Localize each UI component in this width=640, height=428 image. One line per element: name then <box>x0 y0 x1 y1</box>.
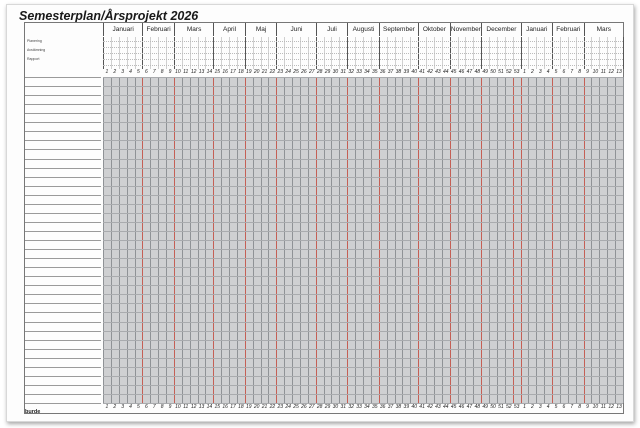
row-label-line <box>25 77 101 78</box>
grid-row-line <box>103 267 623 268</box>
week-number: 48 <box>474 69 481 75</box>
row-labels-column <box>25 77 101 403</box>
week-number: 45 <box>450 404 457 410</box>
row-label-line <box>25 240 101 241</box>
grid-row-line <box>103 294 623 295</box>
week-number: 35 <box>372 404 378 410</box>
week-number: 7 <box>570 404 574 410</box>
week-number: 1 <box>105 404 109 410</box>
week-number: 7 <box>152 69 156 75</box>
week-number: 51 <box>498 404 504 410</box>
week-number: 5 <box>554 69 558 75</box>
week-number: 9 <box>586 69 589 75</box>
week-number: 18 <box>238 69 244 75</box>
week-number: 4 <box>546 404 550 410</box>
week-number: 2 <box>113 69 117 75</box>
week-number: 8 <box>160 404 164 410</box>
row-label-line <box>25 340 101 341</box>
week-number: 20 <box>253 69 260 75</box>
grid-row-line <box>103 86 623 87</box>
week-number: 6 <box>562 69 566 75</box>
week-number: 8 <box>160 69 164 75</box>
week-number: 4 <box>546 69 550 75</box>
grid-row-line <box>103 195 623 196</box>
week-number: 17 <box>230 69 236 75</box>
week-number: 5 <box>554 404 558 410</box>
week-number: 27 <box>309 404 315 410</box>
mini-calendar-row <box>103 47 623 48</box>
week-number: 26 <box>301 69 307 75</box>
week-number: 13 <box>198 404 205 410</box>
row-label-line <box>25 349 101 350</box>
week-number: 41 <box>419 69 425 75</box>
week-number: 20 <box>253 404 260 410</box>
row-label-line <box>25 195 101 196</box>
row-label-line <box>25 159 101 160</box>
week-number: 1 <box>105 69 109 75</box>
side-label-rapport: Rapport <box>27 57 40 61</box>
mini-calendar-row <box>103 59 623 60</box>
grid-row-line <box>103 113 623 114</box>
week-number: 4 <box>129 69 132 75</box>
week-number: 11 <box>600 69 606 75</box>
week-number: 6 <box>144 404 148 410</box>
week-number: 5 <box>137 404 140 410</box>
grid-row-line <box>103 376 623 377</box>
grid-row-line <box>103 340 623 341</box>
week-number: 13 <box>198 69 205 75</box>
week-number: 27 <box>309 69 315 75</box>
grid-row-line <box>103 77 623 78</box>
week-number: 38 <box>395 404 402 410</box>
week-number: 35 <box>372 69 378 75</box>
week-number: 21 <box>261 404 268 410</box>
grid-row-line <box>103 222 623 223</box>
week-number: 40 <box>411 69 417 75</box>
week-number: 52 <box>505 404 512 410</box>
week-numbers-top <box>103 69 623 77</box>
month-label: Februari <box>552 23 584 36</box>
grid-row-line <box>103 322 623 323</box>
row-label-line <box>25 131 101 132</box>
week-number: 26 <box>301 404 307 410</box>
week-number: 17 <box>230 404 236 410</box>
week-number: 13 <box>616 69 622 75</box>
week-number: 19 <box>245 69 252 75</box>
week-number: 50 <box>490 404 496 410</box>
row-label-line <box>25 149 101 150</box>
row-label-line <box>25 113 101 114</box>
grid-row-line <box>103 159 623 160</box>
week-number: 16 <box>222 404 228 410</box>
week-number: 14 <box>206 404 213 410</box>
month-label: Mars <box>584 23 623 36</box>
week-number: 7 <box>152 404 156 410</box>
week-number: 3 <box>121 404 125 410</box>
week-number: 4 <box>129 404 132 410</box>
week-number: 11 <box>600 404 606 410</box>
row-label-line <box>25 312 101 313</box>
week-number: 37 <box>387 69 394 75</box>
week-number: 16 <box>222 69 228 75</box>
grid-row-line <box>103 131 623 132</box>
row-label-line <box>25 168 101 169</box>
week-number: 24 <box>285 69 291 75</box>
row-label-line <box>25 204 101 205</box>
week-number: 23 <box>277 404 284 410</box>
row-label-line <box>25 385 101 386</box>
week-number: 29 <box>324 404 331 410</box>
week-number: 24 <box>285 404 291 410</box>
grid-row-line <box>103 312 623 313</box>
week-number: 5 <box>137 69 140 75</box>
grid-row-line <box>103 177 623 178</box>
week-number: 50 <box>490 69 496 75</box>
month-label: Juni <box>276 23 315 36</box>
week-number: 10 <box>175 69 181 75</box>
week-number: 18 <box>238 404 244 410</box>
week-number: 10 <box>175 404 181 410</box>
week-number: 9 <box>586 404 589 410</box>
week-number: 46 <box>458 404 465 410</box>
week-number: 45 <box>450 69 457 75</box>
week-number: 9 <box>168 69 172 75</box>
week-number: 8 <box>578 404 582 410</box>
month-label: Augusti <box>347 23 379 36</box>
week-number: 3 <box>538 404 542 410</box>
row-label-line <box>25 303 101 304</box>
grid-row-line <box>103 240 623 241</box>
week-number: 3 <box>121 69 125 75</box>
week-number: 14 <box>206 69 213 75</box>
month-label: April <box>213 23 245 36</box>
grid-row-line <box>103 285 623 286</box>
row-label-line <box>25 322 101 323</box>
month-label: November <box>450 23 482 36</box>
row-label-line <box>25 367 101 368</box>
brand-logo: burde <box>25 409 41 415</box>
side-label-planering: Planering <box>27 39 42 43</box>
week-number: 2 <box>531 69 534 75</box>
week-number: 31 <box>340 404 347 410</box>
week-number: 13 <box>616 404 622 410</box>
row-label-line <box>25 186 101 187</box>
week-number: 42 <box>427 69 433 75</box>
week-number: 36 <box>379 69 386 75</box>
row-label-line <box>25 376 101 377</box>
week-number: 12 <box>190 69 197 75</box>
week-number: 22 <box>269 69 276 75</box>
week-number: 28 <box>316 404 323 410</box>
week-numbers-bottom <box>103 404 623 412</box>
row-label-line <box>25 95 101 96</box>
week-number: 40 <box>411 404 417 410</box>
week-number: 7 <box>570 69 574 75</box>
week-number: 33 <box>356 69 362 75</box>
grid-row-line <box>103 104 623 105</box>
month-header <box>103 23 623 37</box>
week-number: 52 <box>505 69 512 75</box>
week-number: 3 <box>538 69 542 75</box>
month-label: Januari <box>103 23 142 36</box>
week-number: 44 <box>442 69 449 75</box>
row-label-line <box>25 285 101 286</box>
mini-calendar-divider <box>623 37 624 69</box>
week-number: 43 <box>435 404 441 410</box>
week-number: 15 <box>214 404 221 410</box>
mini-calendar-row <box>103 41 623 42</box>
grid-row-line <box>103 249 623 250</box>
planner-sheet <box>6 4 634 422</box>
week-number: 36 <box>379 404 386 410</box>
week-number: 10 <box>592 69 599 75</box>
mini-calendar-row <box>103 53 623 54</box>
row-label-line <box>25 222 101 223</box>
week-number: 30 <box>332 69 339 75</box>
row-label-line <box>25 122 101 123</box>
week-number: 31 <box>340 69 347 75</box>
grid-row-line <box>103 331 623 332</box>
grid-row-line <box>103 122 623 123</box>
week-number: 33 <box>356 404 362 410</box>
week-number: 2 <box>113 404 117 410</box>
grid-row-line <box>103 231 623 232</box>
row-label-line <box>25 140 101 141</box>
week-number: 25 <box>293 69 299 75</box>
row-label-line <box>25 294 101 295</box>
week-number: 23 <box>277 69 284 75</box>
grid-row-line <box>103 349 623 350</box>
week-number: 41 <box>419 404 425 410</box>
week-number: 44 <box>442 404 449 410</box>
week-number: 32 <box>348 69 354 75</box>
grid-row-line <box>103 258 623 259</box>
week-number: 47 <box>466 404 473 410</box>
week-number: 19 <box>245 404 252 410</box>
week-number: 28 <box>316 69 323 75</box>
week-number: 43 <box>435 69 441 75</box>
grid-row-line <box>103 95 623 96</box>
week-number: 39 <box>403 69 410 75</box>
week-number: 53 <box>513 404 520 410</box>
week-number: 29 <box>324 69 331 75</box>
week-number: 49 <box>482 404 488 410</box>
week-number: 32 <box>348 404 354 410</box>
week-number: 30 <box>332 404 339 410</box>
week-number: 9 <box>168 404 172 410</box>
week-number: 48 <box>474 404 481 410</box>
grid-row-line <box>103 385 623 386</box>
grid-row-line <box>103 140 623 141</box>
row-label-line <box>25 258 101 259</box>
month-label: September <box>379 23 418 36</box>
row-label-line <box>25 231 101 232</box>
grid-row-line <box>103 168 623 169</box>
week-number: 37 <box>387 404 394 410</box>
grid-row-line <box>103 276 623 277</box>
week-number: 34 <box>364 69 370 75</box>
row-label-line <box>25 213 101 214</box>
week-number: 38 <box>395 69 402 75</box>
week-number: 49 <box>482 69 488 75</box>
week-number: 6 <box>144 69 148 75</box>
week-number: 53 <box>513 69 520 75</box>
week-number: 51 <box>498 69 504 75</box>
row-label-line <box>25 86 101 87</box>
row-label-line <box>25 403 101 404</box>
planning-grid <box>103 77 623 403</box>
week-number: 22 <box>269 404 276 410</box>
week-number: 34 <box>364 404 370 410</box>
week-number: 8 <box>578 69 582 75</box>
week-number: 1 <box>523 69 526 75</box>
month-label: Januari <box>521 23 553 36</box>
week-number: 46 <box>458 69 465 75</box>
row-label-line <box>25 104 101 105</box>
row-label-line <box>25 267 101 268</box>
grid-week-line <box>623 77 624 403</box>
week-number: 1 <box>523 404 526 410</box>
month-label: Februari <box>142 23 174 36</box>
grid-row-line <box>103 204 623 205</box>
week-number: 10 <box>592 404 599 410</box>
side-label-avstamning: Avstämning <box>27 48 46 52</box>
grid-row-line <box>103 213 623 214</box>
week-number: 12 <box>608 404 614 410</box>
week-number: 15 <box>214 69 221 75</box>
grid-row-line <box>103 186 623 187</box>
row-label-line <box>25 276 101 277</box>
grid-row-line <box>103 367 623 368</box>
month-label: Oktober <box>418 23 450 36</box>
month-label: Mars <box>174 23 213 36</box>
planner-title: Semesterplan/Årsprojekt 2026 <box>19 9 199 23</box>
week-number: 12 <box>608 69 614 75</box>
mini-calendar <box>103 37 623 69</box>
week-number: 47 <box>466 69 473 75</box>
week-number: 21 <box>261 69 268 75</box>
month-label: Maj <box>245 23 277 36</box>
grid-row-line <box>103 303 623 304</box>
mini-calendar-row <box>103 65 623 66</box>
week-number: 2 <box>531 404 534 410</box>
row-label-line <box>25 249 101 250</box>
week-number: 11 <box>183 404 189 410</box>
week-number: 42 <box>427 404 433 410</box>
row-label-line <box>25 394 101 395</box>
week-number: 39 <box>403 404 410 410</box>
side-label-block <box>25 37 101 67</box>
week-number: 6 <box>562 404 566 410</box>
grid-row-line <box>103 394 623 395</box>
row-label-line <box>25 331 101 332</box>
grid-row-line <box>103 358 623 359</box>
grid-row-line <box>103 149 623 150</box>
week-number: 25 <box>293 404 299 410</box>
row-label-line <box>25 358 101 359</box>
month-label: December <box>481 23 520 36</box>
week-number: 11 <box>183 69 189 75</box>
week-number: 12 <box>190 404 197 410</box>
row-label-line <box>25 177 101 178</box>
month-label: Juli <box>316 23 348 36</box>
